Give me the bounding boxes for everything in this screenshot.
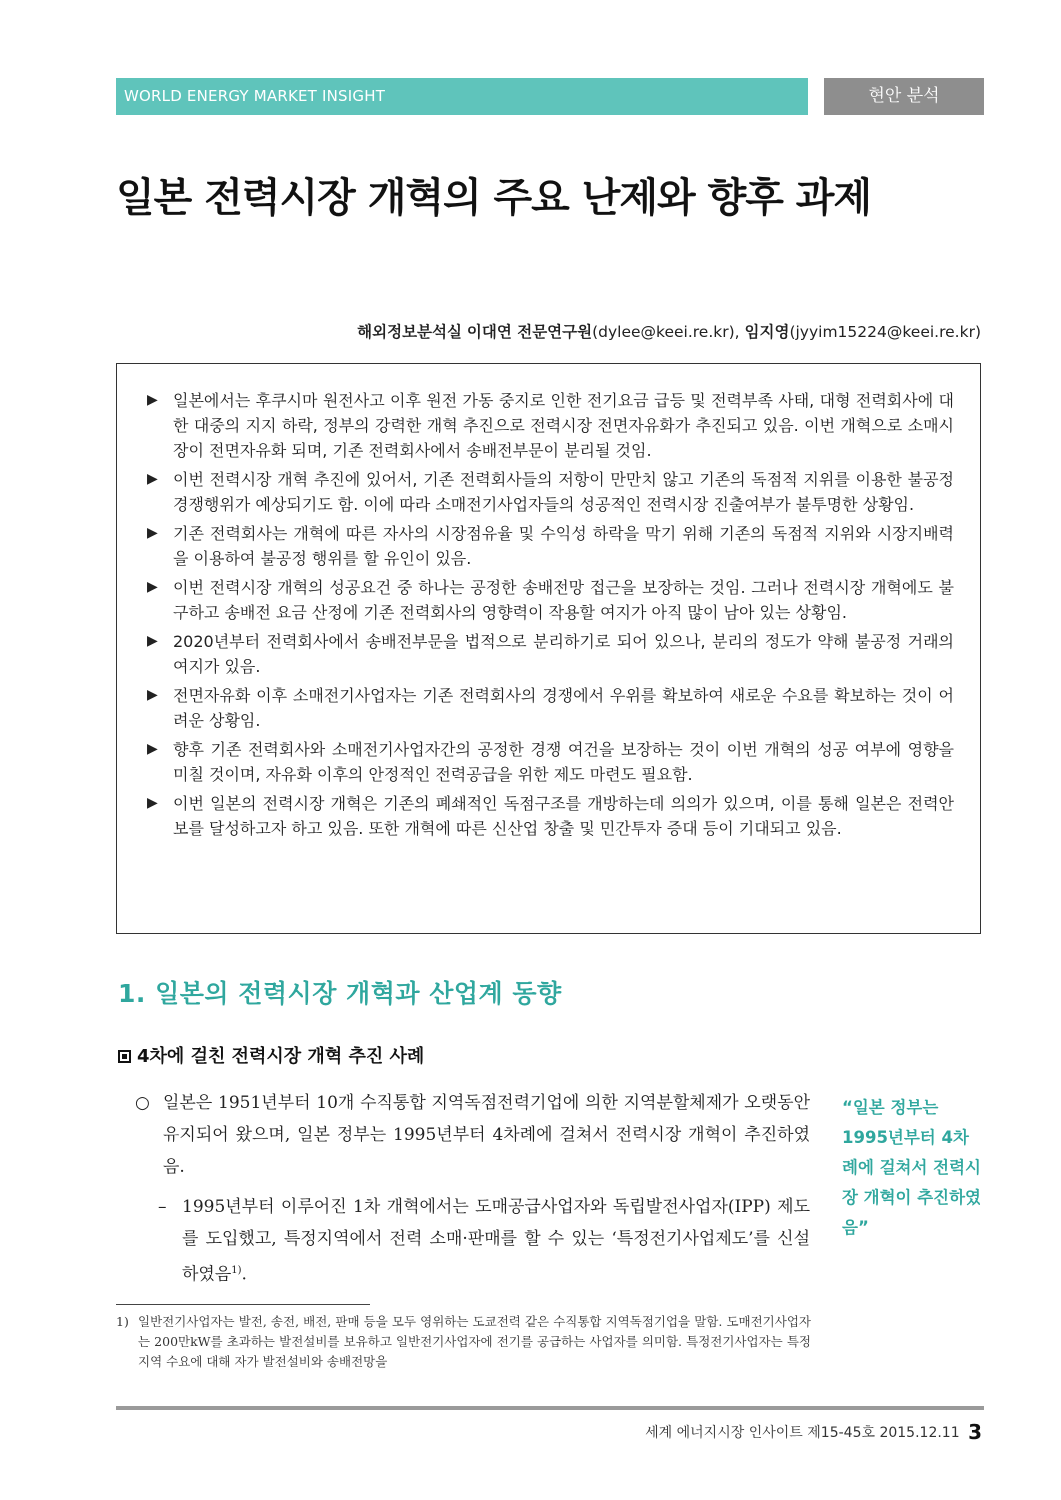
body-paragraph [135, 1087, 810, 1183]
summary-item-text: 기존 전력회사는 개혁에 따른 자사의 시장점유율 및 수익성 하락을 막기 위해 기존의 독점적 지위와 시장지배력을 이용하여 불공정 행위를 할 유인이 있음. [173, 524, 954, 568]
summary-item-text: 이번 일본의 전력시장 개혁은 기존의 폐쇄적인 독점구조를 개방하는데 의의가 있으며, 이를 통해 일본은 전력안보를 달성하고자 하고 있음. 또한 개혁에 따른 신산업 창출 및 민간투자 증대 등이 기대되고 있음. [173, 794, 954, 838]
body-paragraph-text: 일본은 1951년부터 10개 수직통합 지역독점전력기업에 의한 지역분할체제가 오랫동안 유지되어 왔으며, 일본 정부는 1995년부터 4차례에 걸쳐서 전력시장 개혁이 추진하였음. [163, 1093, 810, 1177]
page-footer [645, 1420, 982, 1444]
summary-item-text: 이번 전력시장 개혁의 성공요건 중 하나는 공정한 송배전망 접근을 보장하는 것임. 그러나 전력시장 개혁에도 불구하고 송배전 요금 산정에 기존 전력회사의 영향력이 작용할 여지가 아직 많이 남아 있는 상황임. [173, 578, 954, 622]
circle-bullet-icon: ○ [135, 1093, 150, 1113]
summary-item [147, 683, 954, 733]
summary-item [147, 791, 954, 841]
summary-item-text: 이번 전력시장 개혁 추진에 있어서, 기존 전력회사들의 저항이 만만치 않고 기존의 독점적 지위를 이용한 불공정 경쟁행위가 예상되기도 함. 이에 따라 소매전기사업자들의 성공적인 전력시장 진출여부가 불투명한 상황임. [173, 470, 954, 514]
summary-item [147, 467, 954, 517]
summary-item-text: 2020년부터 전력회사에서 송배전부문을 법적으로 분리하기로 되어 있으나, 분리의 정도가 약해 불공정 거래의 여지가 있음. [173, 632, 954, 676]
sub-paragraph-body [158, 1191, 810, 1291]
triangle-bullet-icon: ▶ [147, 633, 158, 649]
sub-paragraph-text: 1995년부터 이루어진 1차 개혁에서는 도매공급사업자와 독립발전사업자(IPP) 제도를 도입했고, 특정지역에서 전력 소매·판매를 할 수 있는 ‘특정전기사업제도’를 신설하였음 [182, 1197, 810, 1285]
summary-box [116, 363, 981, 934]
sub-paragraph-end: . [241, 1264, 247, 1285]
summary-item [147, 629, 954, 679]
series-name: WORLD ENERGY MARKET INSIGHT [124, 87, 386, 105]
section-title: 1. 일본의 전력시장 개혁과 산업계 동향 [118, 979, 562, 1008]
category-tab: 현안 분석 [824, 78, 984, 115]
triangle-bullet-icon: ▶ [147, 687, 158, 703]
author-line [357, 320, 981, 342]
triangle-bullet-icon: ▶ [147, 579, 158, 595]
summary-item [147, 388, 954, 463]
footnote-number: 1) [116, 1314, 129, 1329]
triangle-bullet-icon: ▶ [147, 471, 158, 487]
footnote-ref[interactable]: 1) [231, 1265, 242, 1276]
subsection-title [118, 1042, 424, 1068]
header-bar [116, 78, 808, 115]
footnote-text: 일반전기사업자는 발전, 송전, 배전, 판매 등을 모두 영위하는 도쿄전력 같은 수직통합 지역독점기업을 말함. 도매전기사업자는 200만kW를 초과하는 발전설비를 보유하고 일반전기사업자에 전기를 공급하는 사업자를 의미함. 특정전기사업자는 특정지역 수요에 대해 자가 발전설비와 송배전망을 [138, 1314, 811, 1369]
summary-item-text: 전면자유화 이후 소매전기사업자는 기존 전력회사의 경쟁에서 우위를 확보하여 새로운 수요를 확보하는 것이 어려운 상황임. [173, 686, 954, 730]
summary-item [147, 737, 954, 787]
dash-bullet-icon: – [158, 1197, 167, 1217]
footer-issue: 제15-45호 [807, 1425, 875, 1441]
triangle-bullet-icon: ▶ [147, 741, 158, 757]
page-title: 일본 전력시장 개혁의 주요 난제와 향후 과제 [116, 175, 872, 221]
summary-item [147, 575, 954, 625]
triangle-bullet-icon: ▶ [147, 392, 158, 408]
footer-publication: 세계 에너지시장 인사이트 [645, 1425, 803, 1441]
author-dept: 해외정보분석실 [357, 323, 462, 341]
sub-paragraph [158, 1191, 810, 1291]
footnote [116, 1312, 811, 1372]
summary-item-text: 일본에서는 후쿠시마 원전사고 이후 원전 가동 중지로 인한 전기요금 급등 및 전력부족 사태, 대형 전력회사에 대한 대중의 지지 하락, 정부의 강력한 개혁 추진으로 전력시장 전면자유화가 추진되고 있음. 이번 개혁으로 소매시장이 전면자유화 되며, 기존 전력회사에서 송배전부문이 분리될 것임. [173, 391, 954, 460]
footnote-divider [116, 1304, 370, 1305]
summary-item-text: 향후 기존 전력회사와 소매전기사업자간의 공정한 경쟁 여건을 보장하는 것이 이번 개혁의 성공 여부에 영향을 미칠 것이며, 자유화 이후의 안정적인 전력공급을 위한 제도 마련도 필요함. [173, 740, 954, 784]
page-number: 3 [968, 1420, 982, 1444]
author2-name: 임지영 [744, 323, 790, 341]
pull-quote: “일본 정부는 1995년부터 4차례에 걸쳐서 전력시장 개혁이 추진하였음” [842, 1098, 982, 1237]
summary-item [147, 521, 954, 571]
author2-email: (jyyim15224@keei.re.kr) [789, 323, 981, 341]
author1-email: (dylee@keei.re.kr), [592, 323, 740, 341]
triangle-bullet-icon: ▶ [147, 525, 158, 541]
footer-date: 2015.12.11 [879, 1425, 960, 1441]
footer-divider [116, 1406, 984, 1410]
square-bullet-icon [118, 1050, 131, 1063]
triangle-bullet-icon: ▶ [147, 795, 158, 811]
summary-list [117, 364, 980, 841]
subsection-title-text: 4차에 걸친 전력시장 개혁 추진 사례 [137, 1046, 425, 1067]
author1-name: 이대연 전문연구원 [466, 323, 593, 341]
